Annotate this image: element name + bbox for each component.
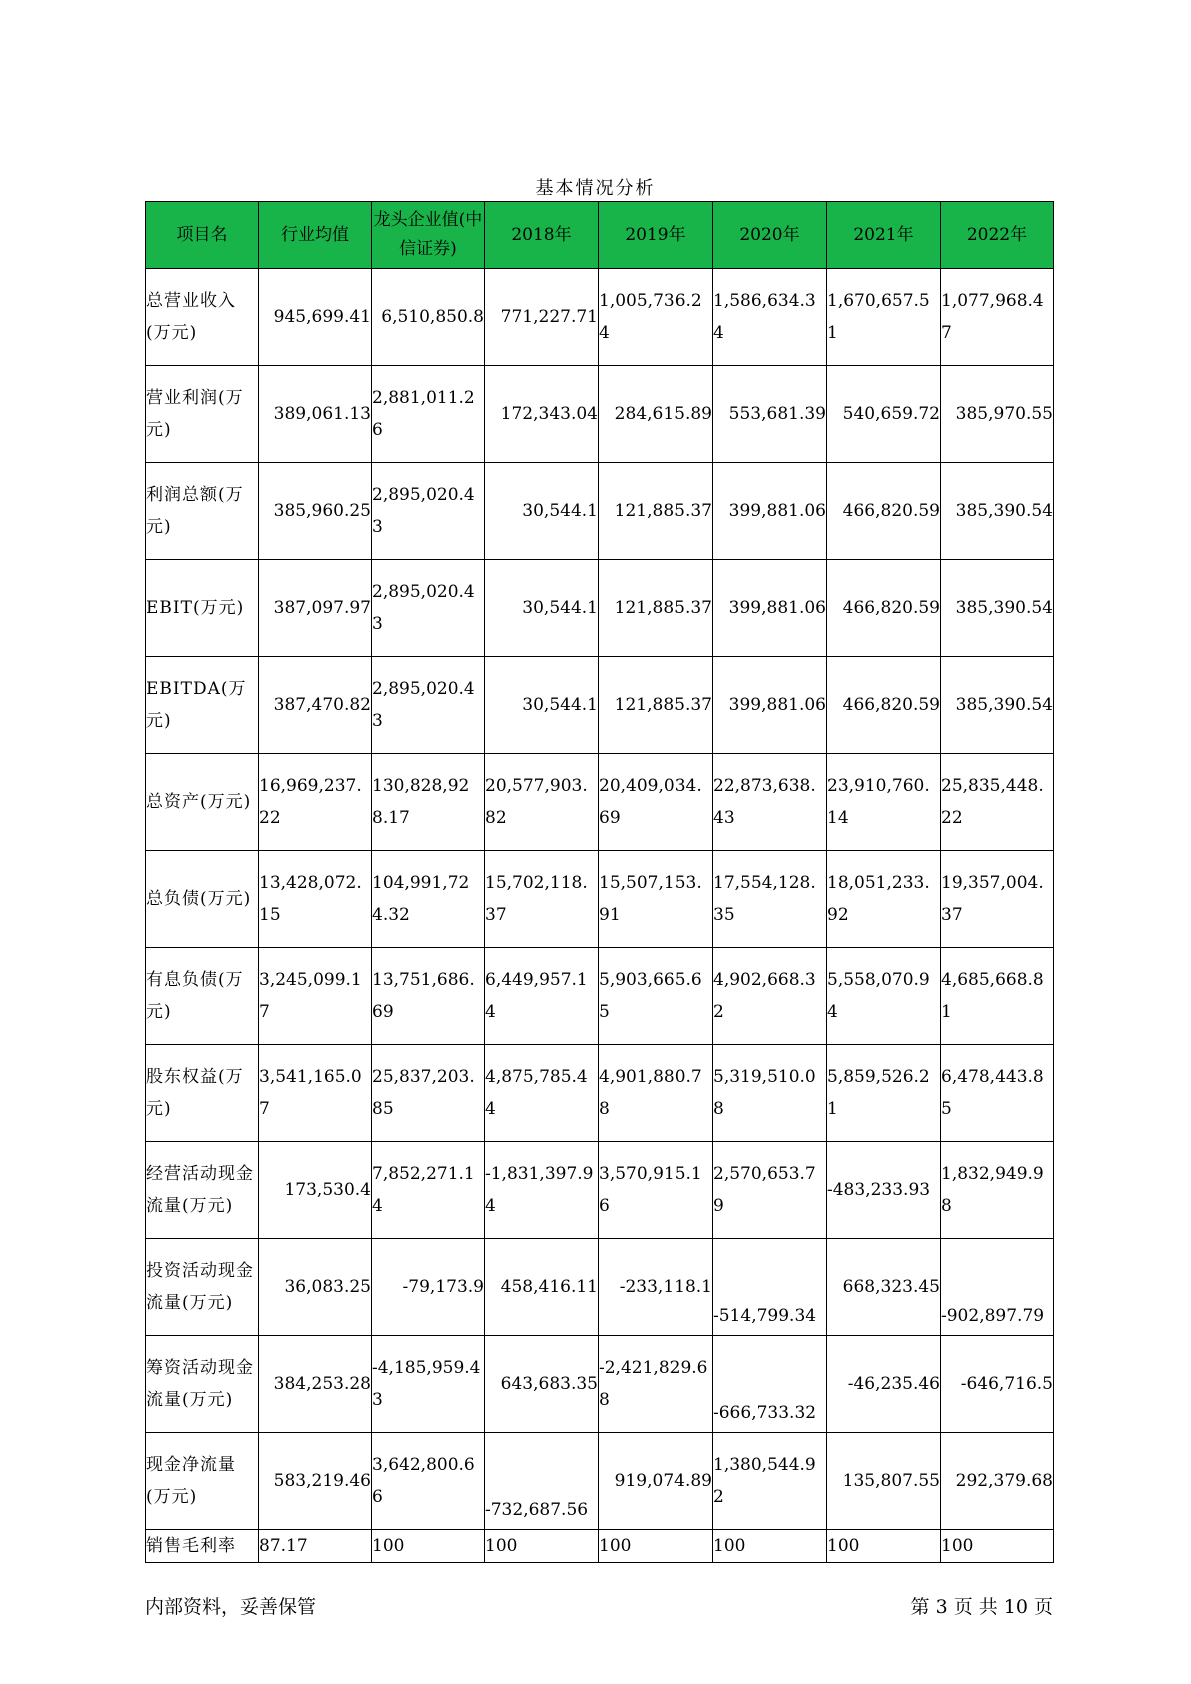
table-cell: 13,751,686.69 [372, 948, 485, 1045]
table-cell: 135,807.55 [827, 1433, 941, 1530]
table-cell: 399,881.06 [713, 657, 827, 754]
table-caption: 基本情况分析 [535, 178, 656, 199]
table-row [146, 1530, 1054, 1563]
table-cell: 22,873,638.43 [713, 754, 827, 851]
table-cell: 771,227.71 [485, 269, 599, 366]
table-row [146, 851, 1054, 948]
table-cell: 130,828,928.17 [372, 754, 485, 851]
table-cell: 919,074.89 [599, 1433, 713, 1530]
table-cell: -483,233.93 [827, 1142, 941, 1239]
table-cell: 100 [599, 1530, 713, 1563]
table-cell: 1,380,544.92 [713, 1433, 827, 1530]
table-cell: 399,881.06 [713, 560, 827, 657]
table-row [146, 754, 1054, 851]
table-cell: 100 [485, 1530, 599, 1563]
table-cell: 2,895,020.43 [372, 463, 485, 560]
table-cell: 121,885.37 [599, 560, 713, 657]
table-row [146, 657, 1054, 754]
table-cell: 4,685,668.81 [941, 948, 1054, 1045]
table-cell: 30,544.1 [485, 463, 599, 560]
financial-table [145, 201, 1054, 1563]
table-row [146, 1433, 1054, 1530]
table-cell: -233,118.1 [599, 1239, 713, 1336]
table-cell: 643,683.35 [485, 1336, 599, 1433]
table-cell: -79,173.9 [372, 1239, 485, 1336]
table-cell: 6,449,957.14 [485, 948, 599, 1045]
table-cell: 100 [827, 1530, 941, 1563]
table-cell: -732,687.56 [485, 1433, 599, 1530]
header-cell: 项目名 [146, 202, 259, 269]
table-cell: 5,859,526.21 [827, 1045, 941, 1142]
table-cell: 20,577,903.82 [485, 754, 599, 851]
table-cell: 399,881.06 [713, 463, 827, 560]
table-cell: 668,323.45 [827, 1239, 941, 1336]
table-row [146, 1239, 1054, 1336]
table-cell: 173,530.4 [259, 1142, 372, 1239]
table-cell: 387,097.97 [259, 560, 372, 657]
table-cell: 385,390.54 [941, 560, 1054, 657]
footer-confidential: 内部资料，妥善保管 [145, 1596, 317, 1618]
table-cell: 5,903,665.65 [599, 948, 713, 1045]
header-cell: 2022年 [941, 202, 1054, 269]
table-cell: -666,733.32 [713, 1336, 827, 1433]
row-label: 股东权益(万元) [146, 1045, 259, 1142]
table-cell: 3,245,099.17 [259, 948, 372, 1045]
table-cell: 540,659.72 [827, 366, 941, 463]
row-label: 总资产(万元) [146, 754, 259, 851]
table-cell: 23,910,760.14 [827, 754, 941, 851]
table-cell: -4,185,959.43 [372, 1336, 485, 1433]
table-cell: -2,421,829.68 [599, 1336, 713, 1433]
row-label: 利润总额(万元) [146, 463, 259, 560]
table-cell: 172,343.04 [485, 366, 599, 463]
header-cell: 行业均值 [259, 202, 372, 269]
table-row [146, 948, 1054, 1045]
table-cell: 20,409,034.69 [599, 754, 713, 851]
header-cell: 2020年 [713, 202, 827, 269]
table-cell: 466,820.59 [827, 657, 941, 754]
table-cell: 384,253.28 [259, 1336, 372, 1433]
table-cell: 18,051,233.92 [827, 851, 941, 948]
table-cell: 15,507,153.91 [599, 851, 713, 948]
table-cell: 385,960.25 [259, 463, 372, 560]
table-cell: 466,820.59 [827, 463, 941, 560]
table-cell: 121,885.37 [599, 463, 713, 560]
table-cell: 3,642,800.66 [372, 1433, 485, 1530]
table-cell: 2,895,020.43 [372, 560, 485, 657]
header-cell: 龙头企业值(中信证券) [372, 202, 485, 269]
table-cell: 16,969,237.22 [259, 754, 372, 851]
table-cell: 25,835,448.22 [941, 754, 1054, 851]
table-cell: 100 [713, 1530, 827, 1563]
row-label: 投资活动现金流量(万元) [146, 1239, 259, 1336]
table-cell: 5,319,510.08 [713, 1045, 827, 1142]
table-cell: 385,390.54 [941, 463, 1054, 560]
row-label: EBIT(万元) [146, 560, 259, 657]
table-cell: 30,544.1 [485, 657, 599, 754]
table-cell: -1,831,397.94 [485, 1142, 599, 1239]
table-cell: 466,820.59 [827, 560, 941, 657]
header-cell: 2018年 [485, 202, 599, 269]
table-cell: 6,510,850.8 [372, 269, 485, 366]
table-cell: -46,235.46 [827, 1336, 941, 1433]
table-cell: 104,991,724.32 [372, 851, 485, 948]
table-cell: 4,901,880.78 [599, 1045, 713, 1142]
table-cell: 100 [372, 1530, 485, 1563]
table-cell: 1,586,634.34 [713, 269, 827, 366]
table-cell: 13,428,072.15 [259, 851, 372, 948]
row-label: 总营业收入(万元) [146, 269, 259, 366]
table-cell: 17,554,128.35 [713, 851, 827, 948]
row-label: 总负债(万元) [146, 851, 259, 948]
table-cell: 15,702,118.37 [485, 851, 599, 948]
table-cell: 3,570,915.16 [599, 1142, 713, 1239]
table-cell: 25,837,203.85 [372, 1045, 485, 1142]
table-cell: 1,670,657.51 [827, 269, 941, 366]
row-label: 筹资活动现金流量(万元) [146, 1336, 259, 1433]
table-cell: 5,558,070.94 [827, 948, 941, 1045]
table-cell: 100 [941, 1530, 1054, 1563]
table-row [146, 560, 1054, 657]
row-label: 现金净流量(万元) [146, 1433, 259, 1530]
table-cell: 1,832,949.98 [941, 1142, 1054, 1239]
table-cell: 3,541,165.07 [259, 1045, 372, 1142]
table-cell: 2,895,020.43 [372, 657, 485, 754]
table-body [146, 269, 1054, 1563]
table-cell: 6,478,443.85 [941, 1045, 1054, 1142]
table-row [146, 1045, 1054, 1142]
table-cell: 30,544.1 [485, 560, 599, 657]
table-cell: 121,885.37 [599, 657, 713, 754]
table-cell: 458,416.11 [485, 1239, 599, 1336]
table-cell: 553,681.39 [713, 366, 827, 463]
table-cell: 945,699.41 [259, 269, 372, 366]
table-cell: 583,219.46 [259, 1433, 372, 1530]
table-cell: 19,357,004.37 [941, 851, 1054, 948]
table-cell: 4,902,668.32 [713, 948, 827, 1045]
row-label: 经营活动现金流量(万元) [146, 1142, 259, 1239]
table-cell: 284,615.89 [599, 366, 713, 463]
table-cell: 36,083.25 [259, 1239, 372, 1336]
row-label: 销售毛利率 [146, 1530, 259, 1563]
header-cell: 2019年 [599, 202, 713, 269]
table-row [146, 1336, 1054, 1433]
table-cell: 1,005,736.24 [599, 269, 713, 366]
table-cell: 1,077,968.47 [941, 269, 1054, 366]
table-cell: 389,061.13 [259, 366, 372, 463]
table-row [146, 269, 1054, 366]
table-cell: 2,881,011.26 [372, 366, 485, 463]
row-label: 营业利润(万元) [146, 366, 259, 463]
table-cell: -646,716.5 [941, 1336, 1054, 1433]
table-cell: 87.17 [259, 1530, 372, 1563]
table-row [146, 463, 1054, 560]
row-label: EBITDA(万元) [146, 657, 259, 754]
table-cell: 385,970.55 [941, 366, 1054, 463]
header-cell: 2021年 [827, 202, 941, 269]
table-row [146, 366, 1054, 463]
table-cell: 7,852,271.14 [372, 1142, 485, 1239]
table-row [146, 1142, 1054, 1239]
table-cell: -514,799.34 [713, 1239, 827, 1336]
table-cell: 387,470.82 [259, 657, 372, 754]
table-cell: -902,897.79 [941, 1239, 1054, 1336]
table-cell: 4,875,785.44 [485, 1045, 599, 1142]
row-label: 有息负债(万元) [146, 948, 259, 1045]
footer-page-number: 第 3 页 共 10 页 [910, 1596, 1053, 1618]
table-cell: 2,570,653.79 [713, 1142, 827, 1239]
table-cell: 292,379.68 [941, 1433, 1054, 1530]
table-cell: 385,390.54 [941, 657, 1054, 754]
header-row [146, 202, 1054, 269]
